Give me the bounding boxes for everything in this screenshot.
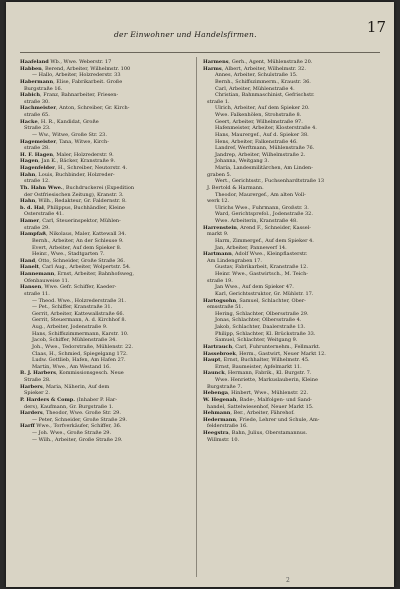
entry-details: Spieker 2.: [24, 390, 50, 397]
directory-entry: [203, 66, 376, 73]
directory-entry: [20, 410, 193, 417]
directory-entry: [203, 198, 376, 205]
directory-entry: [20, 271, 193, 278]
entry-details: Ofenbauweise 11.: [24, 277, 70, 284]
directory-entry: [203, 92, 376, 99]
entry-details: Osterstraße 41.: [24, 211, 64, 218]
directory-entry: [203, 119, 376, 126]
directory-entry: [20, 337, 193, 344]
entry-surname: P. Harders & Comp.: [20, 396, 75, 403]
directory-entry: [20, 211, 193, 218]
directory-entry: [203, 251, 376, 258]
directory-entry: [20, 112, 193, 119]
entry-details: , H., Schreiber, Neutorstr. 4.: [54, 165, 128, 171]
entry-details: (Inhaber P. Har-: [74, 396, 118, 403]
directory-entry: [203, 59, 376, 66]
entry-details: Jacob, Schiffer, Mühlenstraße 34.: [32, 337, 117, 344]
header-rule: [20, 52, 380, 53]
entry-details: straße 12.: [24, 178, 50, 185]
entry-details: , Buchdruckerei (Expedition: [62, 184, 135, 191]
entry-surname: Hansen: [20, 284, 42, 291]
entry-details: Ludw. Gottlieb, Hafen, Am Hafen 27.: [32, 357, 126, 364]
entry-surname: Hahn: [20, 198, 36, 205]
page-number: 17: [366, 18, 386, 36]
directory-entry: [203, 125, 376, 132]
directory-entry: [20, 178, 193, 185]
directory-entry: [203, 225, 376, 232]
entry-surname: Hagenfelder: [20, 165, 55, 171]
entry-details: Gerrit, Steuermann, A. d. Kirchhof 8.: [32, 317, 127, 324]
entry-details: , Adolf Wwe., Kleinpflasterstr.: [231, 251, 308, 258]
entry-details: , Berend, Arbeiter, Wilhelmstr. 100: [41, 65, 131, 72]
entry-details: Straße 28.: [24, 377, 51, 383]
directory-entry: [203, 165, 376, 172]
signature-mark: 2: [286, 577, 290, 584]
entry-surname: Hand: [20, 257, 36, 264]
entry-details: , Louis, Buchbinder, Holzreder-: [35, 171, 115, 178]
entry-details: Hering, Schlachter, Olbersstraße 29.: [215, 310, 309, 317]
entry-details: Heinr. Wwe., Gastwirtsch., M. Teich-: [215, 271, 309, 277]
directory-entry: [203, 158, 376, 165]
directory-entry: [203, 185, 376, 192]
directory-entry: [20, 205, 193, 212]
directory-entry: [203, 178, 376, 185]
entry-details: ders), Kaufmann, Gr. Burgstraße 1.: [24, 403, 114, 410]
entry-surname: Hedermann: [203, 416, 237, 423]
directory-entry: [20, 430, 193, 437]
directory-entry: [20, 66, 193, 73]
entry-details: , Philippus, Buchhändler, Kleine: [43, 204, 125, 211]
directory-entry: [203, 404, 376, 411]
directory-entry: [20, 284, 193, 291]
directory-entry: [20, 437, 193, 444]
entry-details: , Otto, Schneider, Große Straße 36.: [35, 257, 125, 264]
directory-entry: [203, 417, 376, 424]
entry-details: straße 19.: [207, 277, 233, 284]
entry-surname: Hagemeister: [20, 138, 56, 145]
directory-entry: [20, 298, 193, 305]
entry-details: , Carl, Steuerinspektor, Mühlen-: [39, 218, 121, 224]
entry-details: , Hermann, Fabrik., Kl. Burgstr. 7.: [224, 370, 312, 377]
entry-details: — Wilh., Arbeiter, Große Straße 29.: [32, 436, 123, 443]
directory-entry: [203, 258, 376, 265]
directory-entry: [203, 86, 376, 93]
directory-entry: [20, 370, 193, 377]
entry-surname: b. d. Hal: [20, 204, 44, 211]
entry-details: Samuel, Schlachter, Weitgang 9.: [215, 337, 298, 344]
directory-entry: [203, 132, 376, 139]
entry-details: Ulrich, Arbeiter, Auf dem Spieker 20.: [215, 105, 310, 112]
directory-entry: [203, 152, 376, 159]
entry-details: Aug., Arbeiter, Jodenstraße 9.: [32, 324, 108, 330]
entry-surname: Hagen: [20, 158, 39, 165]
entry-details: straße 1.: [207, 98, 230, 105]
entry-details: Jonas, Schlachter, Olbersstraße 4.: [215, 317, 302, 324]
directory-entry: [203, 192, 376, 199]
directory-entry: [203, 172, 376, 179]
entry-details: , H. R., Kandidat, Große: [37, 118, 99, 125]
entry-details: handel, Sattelwiesenhof, Neuer Markt 15.: [207, 403, 314, 410]
entry-details: , Samuel, Schlachter, Ober-: [236, 297, 306, 304]
entry-details: , Elise, Fabrikarbeit. Große: [53, 78, 123, 85]
entry-details: Carl, Arbeiter, Mühlenstraße 4.: [215, 85, 295, 92]
directory-entry: [203, 264, 376, 271]
entry-details: — Hallo, Arbeiter, Holzrederstr. 33: [32, 72, 121, 79]
entry-details: Joh., Wwe., Tedorstraße, Mühlenstr. 22.: [32, 343, 133, 350]
directory-entry: [20, 158, 193, 165]
entry-details: straße 30.: [24, 98, 50, 105]
entry-surname: Haafeland: [20, 59, 49, 65]
entry-surname: Th. Hahn Wwe.: [20, 184, 63, 191]
entry-surname: Hanelt: [20, 264, 39, 271]
directory-entry: [203, 370, 376, 377]
directory-entry: [20, 423, 193, 430]
entry-details: Martin, Wwe., Am Westand 16.: [32, 363, 111, 370]
entry-details: Johanna, Weitgang 3.: [215, 158, 270, 165]
entry-details: Christian, Bahnmaschinist, Gefrischstr.: [215, 92, 315, 99]
directory-entry: [20, 231, 193, 238]
entry-details: , Gerh., Agent, Mühlenstraße 20.: [228, 59, 313, 65]
entry-details: Wert., Gerichtsstr., Fuchsenhardtstraße 13: [215, 178, 325, 185]
directory-entry: [20, 145, 193, 152]
entry-details: Ernst, Baumeister, Apfelmarkt 11.: [215, 363, 302, 370]
directory-entry: [203, 205, 376, 212]
directory-entry: [203, 410, 376, 417]
directory-entry: [20, 86, 193, 93]
directory-entry: [203, 390, 376, 397]
directory-entry: [20, 397, 193, 404]
entry-details: Ward, Gerichtsprefol., Jodenstraße 32.: [215, 211, 313, 218]
entry-details: markt 9.: [207, 231, 229, 238]
entry-details: Bernh., Schiffszimmerm., Kraustr. 36.: [215, 78, 311, 85]
entry-surname: Habermann: [20, 78, 54, 85]
entry-details: Ulrichs Wwe., Fuhrmann, Großstr. 3.: [215, 204, 309, 211]
entry-surname: Harbers: [20, 383, 43, 390]
entry-surname: Hahn: [20, 171, 36, 178]
directory-entry: [203, 99, 376, 106]
directory-entry: [203, 72, 376, 79]
directory-entry: [20, 417, 193, 424]
directory-entry: [203, 245, 376, 252]
directory-entry: [20, 357, 193, 364]
directory-entry: [203, 278, 376, 285]
entry-surname: Hebenga: [203, 390, 228, 397]
entry-details: , Ernst, Buchhalter, Wilhelmstr. 45.: [220, 357, 310, 364]
directory-entry: [203, 351, 376, 358]
entry-details: werk 12.: [207, 198, 230, 205]
entry-details: , Tana, Witwe, Kirch-: [55, 138, 109, 145]
entry-details: Jan, Arbeiter, Pannewerf 14.: [215, 244, 287, 251]
entry-details: Wb., Wwe. Weberstr. 17: [48, 59, 112, 65]
directory-entry: [203, 377, 376, 384]
entry-details: Hans, Maurergef., Auf d. Spieker 38.: [215, 131, 309, 138]
entry-details: — Ww., Witwe, Große Str. 23.: [32, 131, 107, 138]
entry-surname: Heegstra: [203, 430, 229, 436]
entry-details: , Albert, Arbeiter, Wilhelmstr. 32.: [221, 65, 306, 72]
directory-entry: [203, 317, 376, 324]
directory-entry: [203, 423, 376, 430]
directory-entry: [20, 238, 193, 245]
entry-details: , Anton, Schreiber, Gr. Kirch-: [55, 105, 130, 112]
entry-details: , Kommissionsgesch. Neue: [55, 370, 124, 377]
entry-surname: Harrenstein: [203, 224, 237, 231]
directory-entry: [203, 357, 376, 364]
entry-details: straße 65.: [24, 112, 50, 118]
directory-entry: [20, 364, 193, 371]
entry-details: , Nikolaus, Maler, Kattewall 34.: [45, 231, 127, 238]
entry-surname: Hamer: [20, 218, 40, 224]
entry-details: Annes, Arbeiter, Schulstraße 15.: [215, 72, 298, 79]
entry-details: Burgstraße 7.: [207, 383, 243, 390]
directory-entry: [203, 112, 376, 119]
entry-details: Wwe. Falkenhölen, Strohstraße 8.: [215, 112, 302, 118]
entry-details: Theodor, Maurergef., Am alten Voll-: [215, 191, 306, 198]
entry-details: felderstraße 16.: [207, 423, 248, 430]
directory-entry: [20, 245, 193, 252]
directory-entry: [20, 291, 193, 298]
directory-entry: [20, 79, 193, 86]
entry-surname: W. Hegenah: [203, 396, 237, 403]
entry-surname: Haupt: [203, 357, 221, 364]
entry-surname: Hartmann: [203, 251, 232, 258]
entry-surname: Haunck: [203, 370, 225, 377]
directory-entry: [20, 278, 193, 285]
directory-entry: [20, 324, 193, 331]
entry-details: , Bahn, Julius, Oberstamannus.: [228, 430, 308, 436]
directory-entry: [20, 377, 193, 384]
directory-entry: [20, 132, 193, 139]
entry-surname: H. F. Hagen: [20, 151, 54, 158]
directory-page: [6, 2, 394, 587]
entry-details: , Ernst, Arbeiter, Bahnhofsweg,: [54, 271, 134, 277]
entry-details: , Herm., Gastwirt, Neuer Markt 12.: [235, 350, 326, 357]
left-column: [20, 59, 193, 579]
directory-entry: [20, 92, 193, 99]
entry-details: , Wwe. Gefr. Schiffer, Kaeder-: [41, 284, 117, 291]
directory-entry: [203, 304, 376, 311]
directory-entry: [20, 404, 193, 411]
directory-entry: [20, 304, 193, 311]
entry-details: Hafenmeister, Arbeiter, Klosterstraße 4.: [215, 125, 317, 132]
entry-surname: Harders: [20, 410, 43, 417]
entry-details: Harm, Zimmergef., Auf dem Spieker 4.: [215, 237, 314, 244]
directory-entry: [203, 79, 376, 86]
directory-entry: [203, 437, 376, 444]
directory-entry: [20, 384, 193, 391]
entry-surname: Harff: [20, 423, 35, 430]
entry-surname: Hehmann: [203, 410, 231, 417]
directory-entry: [20, 351, 193, 358]
entry-details: Karl, Gerichtsstruktor, Gr. Mühlstr. 17.: [215, 290, 314, 297]
directory-entry: [203, 139, 376, 146]
directory-entry: [20, 390, 193, 397]
entry-details: straße 29.: [24, 224, 50, 231]
entry-details: , Arend F., Schneider, Kassel-: [236, 224, 311, 231]
entry-details: , Maler, Holzrederstr. 9.: [53, 151, 114, 158]
entry-surname: Hampfaß: [20, 231, 46, 238]
directory-entry: [20, 331, 193, 338]
directory-entry: [20, 258, 193, 265]
entry-details: , Hinbert, Wwe., Mühlenstr. 22.: [227, 390, 309, 397]
entry-details: graben 5.: [207, 171, 232, 178]
directory-entry: [203, 271, 376, 278]
entry-details: — Joh. Wwe., Große Straße 29.: [32, 430, 112, 436]
entry-surname: Hartrauch: [203, 343, 233, 350]
directory-entry: [203, 324, 376, 331]
directory-entry: [20, 172, 193, 179]
entry-details: Geert, Arbeiter, Wilhelmstraße 97.: [215, 118, 303, 125]
entry-details: Jan Wwe., Auf dem Spieker 47.: [215, 284, 294, 291]
directory-entry: [20, 317, 193, 324]
entry-details: , Ber., Arbeiter, Fährehof.: [230, 410, 295, 417]
directory-entry: [203, 364, 376, 371]
entry-details: Wwe. Henriette, Markuslauberin, Kleine: [215, 377, 318, 383]
directory-entry: [203, 337, 376, 344]
column-divider: [196, 57, 197, 577]
entry-surname: Habben: [20, 65, 42, 72]
entry-details: Am Lindengraben 17.: [207, 257, 262, 264]
directory-entry: [203, 384, 376, 391]
entry-details: Gustav, Fabrikarbeit, Kranstraße 12.: [215, 264, 308, 271]
directory-entry: [20, 251, 193, 258]
directory-entry: [203, 218, 376, 225]
entry-details: emsstraße 51.: [207, 304, 244, 311]
entry-details: Burgstraße 16.: [24, 85, 63, 92]
entry-details: Jandrep, Arbeiter, Wilhelmstraße 2.: [215, 151, 306, 158]
entry-details: — Theod. Wwe., Holzrederstraße 31.: [32, 297, 126, 304]
entry-details: , Carl Aug., Arbeiter, Wolpertstr. 54.: [39, 264, 131, 271]
directory-entry: [203, 298, 376, 305]
directory-entry: [203, 231, 376, 238]
directory-entry: [203, 397, 376, 404]
entry-surname: B. J. Harbers: [20, 370, 56, 377]
entry-details: — Peter, Schneider, Große Straße 29.: [32, 416, 128, 423]
directory-entry: [20, 119, 193, 126]
entry-details: Claas, H., Schmied, Spiegelgang 172.: [32, 350, 128, 357]
directory-entry: [20, 311, 193, 318]
directory-entry: [203, 284, 376, 291]
page-header: [6, 12, 394, 48]
directory-entry: [20, 218, 193, 225]
entry-details: , Friede, Lehrer und Schule, Am-: [236, 416, 320, 423]
entry-surname: Hacke: [20, 118, 38, 125]
directory-entry: [20, 59, 193, 66]
entry-surname: Hassebroek: [203, 350, 236, 357]
entry-details: Bernh., Arbeiter, An der Schleuse 9.: [32, 237, 124, 244]
entry-details: Wwe. Arbeiterin, Kranstraße 48.: [215, 218, 298, 224]
entry-surname: Hartogsohn: [203, 297, 237, 304]
entry-details: Gerrit, Arbeiter, Kattewallstraße 66.: [32, 310, 125, 317]
entry-details: Straße 23.: [24, 125, 51, 132]
directory-entry: [20, 139, 193, 146]
entry-details: , Carl, Fuhrunternehm., Fellmarkt.: [232, 343, 321, 350]
directory-entry: [203, 291, 376, 298]
directory-entry: [203, 105, 376, 112]
directory-entry: [203, 145, 376, 152]
running-title: der Einwohner und Handelsfirmen.: [114, 30, 257, 39]
entry-details: Philipp, Schlachter, Kl. Brückstraße 33.: [215, 330, 316, 337]
directory-entry: [20, 152, 193, 159]
entry-details: Maria, Landesmilitärchen, Am Linden-: [215, 165, 313, 171]
directory-entry: [20, 185, 193, 192]
entry-details: Evert, Arbeiter, Auf dem Spieker 8.: [32, 244, 122, 251]
directory-entry: [20, 344, 193, 351]
entry-details: straße 28.: [24, 145, 50, 152]
directory-entry: [203, 311, 376, 318]
entry-details: Wwe., Torfverkäufer, Schiffer, 36.: [34, 423, 122, 430]
entry-details: , Wilh., Redakteur, Gr. Faldernstr. 8.: [35, 198, 127, 205]
entry-details: Jakob, Schlachter, Daalerstraße 13.: [215, 324, 306, 330]
entry-surname: Harmens: [203, 59, 229, 65]
entry-details: Heinr., Wwe., Stadtgarten 7.: [32, 251, 105, 258]
directory-entry: [20, 225, 193, 232]
entry-details: , Maria, Näherin, Auf dem: [42, 383, 110, 390]
right-column: [203, 59, 376, 579]
entry-details: , Franz, Bahnarbeiter, Friesen-: [40, 92, 119, 99]
directory-entry: [203, 238, 376, 245]
entry-details: , Jan K., Bäcker, Kranstraße 9.: [38, 158, 116, 165]
entry-details: Hens, Arbeiter, Falkenstraße 46.: [215, 138, 298, 145]
directory-entry: [203, 211, 376, 218]
entry-details: J. Bertold & Harmann.: [207, 184, 264, 191]
directory-entry: [20, 125, 193, 132]
directory-entry: [20, 99, 193, 106]
directory-entry: [20, 264, 193, 271]
entry-surname: Harms: [203, 65, 222, 72]
directory-entry: [20, 165, 193, 172]
entry-details: , Bade-, Malfolgen- und Sand-: [236, 396, 312, 403]
entry-details: Willmstr. 10.: [207, 436, 240, 443]
entry-surname: Hannemann: [20, 271, 55, 277]
directory-entry: [203, 430, 376, 437]
directory-entry: [203, 344, 376, 351]
directory-entry: [20, 198, 193, 205]
directory-entry: [203, 331, 376, 338]
directory-entry: [20, 72, 193, 79]
entry-details: , Theodor, Wwe. Große Str. 29.: [42, 410, 121, 417]
entry-details: Hans, Schiffszimmermann, Karstr. 10.: [32, 330, 129, 337]
entry-details: — Pet., Schiffer, Kranstraße 31.: [32, 304, 113, 311]
directory-entry: [20, 192, 193, 199]
entry-surname: Hachmeister: [20, 105, 56, 112]
entry-details: Landref, Werftmann, Mühlenstraße 76.: [215, 145, 315, 152]
entry-details: straße 11.: [24, 290, 50, 297]
entry-details: der Ostfriesischen Zeitung), Kranstr. 3.: [24, 191, 124, 198]
directory-entry: [20, 105, 193, 112]
entry-surname: Habich: [20, 92, 41, 99]
